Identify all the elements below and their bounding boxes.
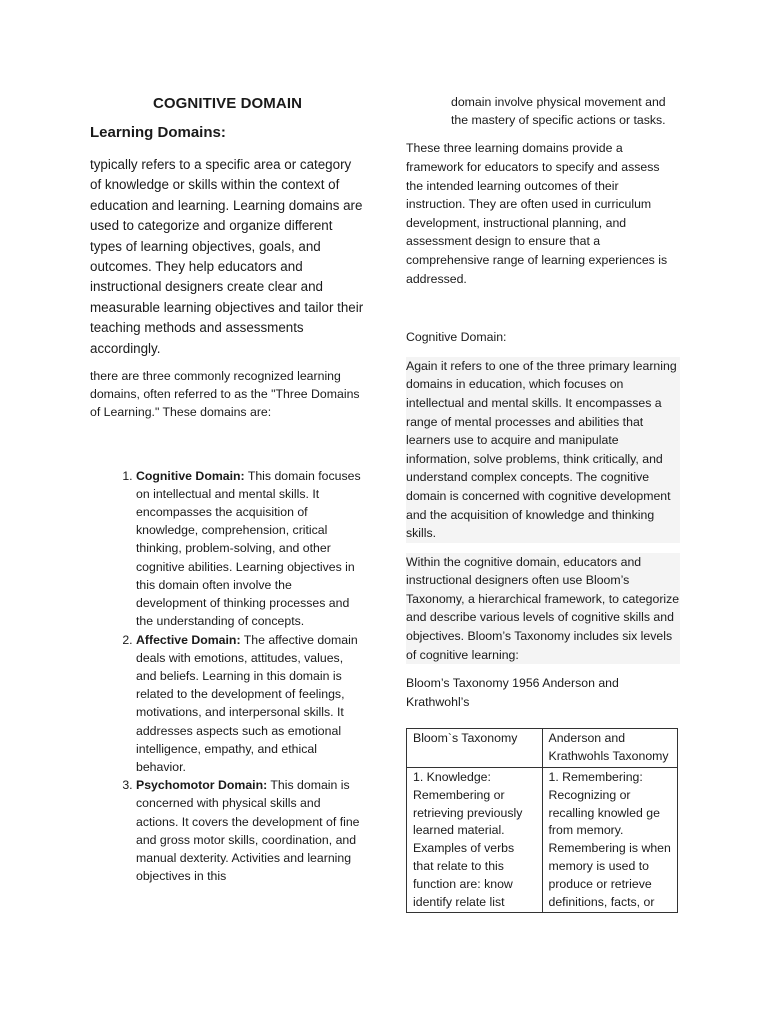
table-row: [407, 768, 678, 913]
left-column: [90, 95, 365, 885]
page-title: COGNITIVE DOMAIN: [152, 95, 303, 112]
framework-paragraph: These three learning domains provide a framework for educators to specify and assess the intended learning outcomes of their instruction. They are often used in curriculum development, instructional planning, and assessment design to ensure that a comprehensive range of learning experiences is addressed.: [406, 141, 668, 286]
psychomotor-continuation: domain involve physical movement and the mastery of specific actions or tasks.: [451, 95, 666, 128]
cognitive-domain-label: Cognitive Domain:: [406, 330, 507, 345]
cognitive-again-paragraph: Again it refers to one of the three primary learning domains in education, which focuses on intellectual and mental skills. It encompasses a range of mental processes and abilities that learners use to acquire and manipulate information, solve problems, think critically, and understand complex concepts. The cognitive domain is concerned with cognitive development and the acquisition of knowledge and thinking skills.: [406, 357, 680, 543]
within-cognitive-paragraph: Within the cognitive domain, educators and instructional designers often use Bloom’s Taxonomy, a hierarchical framework, to categorize and describe various levels of cognitive skills and objectives. Bloom’s Taxonomy includes six levels of cognitive learning:: [406, 553, 680, 665]
list-item-text: The affective domain deals with emotions, attitudes, values, and beliefs. Learning in this domain is related to the development of feelings, motivations, and interpersonal skills. It addresses aspects such as emotional intelligence, empathy, and ethical behavior.: [136, 632, 358, 774]
taxonomy-table: [406, 728, 678, 913]
list-item-term: Cognitive Domain:: [136, 468, 245, 483]
list-item-term: Affective Domain:: [136, 632, 241, 647]
bloom-caption: Bloom’s Taxonomy 1956 Anderson and Krathwohl’s: [406, 676, 619, 709]
list-item-psychomotor: [136, 776, 365, 885]
table-header-bloom: Bloom`s Taxonomy: [407, 729, 543, 768]
list-item-affective: [136, 631, 365, 777]
list-item-cognitive: [136, 467, 365, 631]
table-row: [407, 729, 678, 768]
list-item-text: This domain focuses on intellectual and mental skills. It encompasses the acquisition of knowledge, comprehension, critical thinking, problem-solving, and other cognitive abilities. Learning objectives in this domain often involve the development of thinking processes and the understanding of concepts.: [136, 468, 361, 629]
list-item-text: This domain is concerned with physical skills and actions. It covers the development of fine and gross motor skills, coordination, and manual dexterity. Activities and learning objectives in this: [136, 778, 360, 884]
table-cell-remembering: 1. Remembering: Recognizing or recalling knowled ge from memory. Remembering is when memory is used to produce or retrieve definitions, facts, or: [542, 768, 678, 913]
table-header-anderson: Anderson and Krathwohls Taxonomy: [542, 729, 678, 768]
list-item-term: Psychomotor Domain:: [136, 778, 268, 793]
three-domains-paragraph: there are three commonly recognized learning domains, often referred to as the "Three Domains of Learning." These domains are:: [90, 369, 360, 420]
table-cell-knowledge: 1. Knowledge: Remembering or retrieving previously learned material. Examples of verbs that relate to this function are: know identify relate list: [407, 768, 543, 913]
intro-paragraph: typically refers to a specific area or category of knowledge or skills within the context of education and learning. Learning domains are used to categorize and organize different types of learning objectives, goals, and outcomes. They help educators and instructional designers create clear and measurable learning objectives and tailor their teaching methods and assessments accordingly.: [90, 157, 364, 356]
section-heading: Learning Domains:: [90, 124, 226, 141]
domains-list: [90, 467, 365, 886]
right-column: [406, 93, 680, 913]
